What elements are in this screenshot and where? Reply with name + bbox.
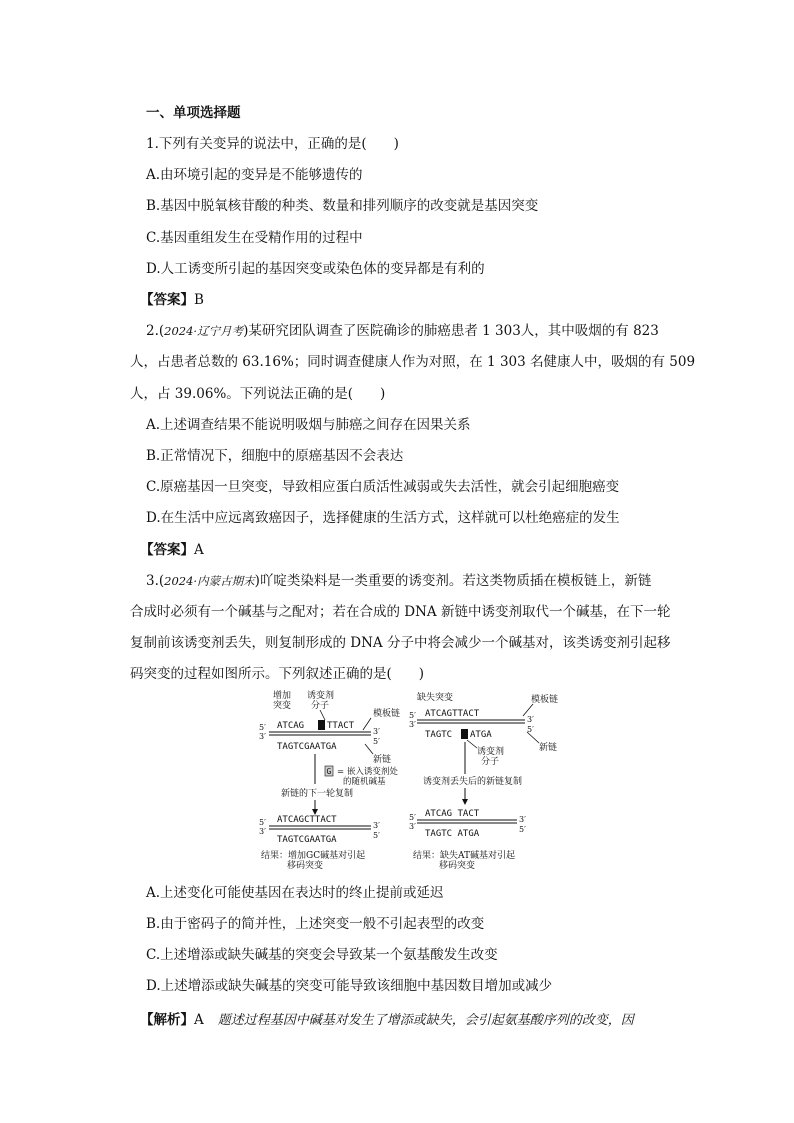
q1-stem: 1.下列有关变异的说法中，正确的是( ) <box>146 136 399 152</box>
left-new-pointer <box>365 744 373 754</box>
q2-option-a: A.上述调查结果不能说明吸烟与肺癌之间存在因果关系 <box>146 417 471 433</box>
right-template-label: 模板链 <box>531 695 559 705</box>
right-result-3prime-r: 3′ <box>519 815 526 824</box>
right-3prime-top: 3′ <box>409 720 416 729</box>
left-step-label: 新链的下一轮复制 <box>281 789 354 799</box>
right-arrow-2-head <box>462 799 468 805</box>
right-title: 缺失突变 <box>417 693 454 703</box>
q1-option-c: C.基因重组发生在受精作用的过程中 <box>146 230 363 246</box>
right-5prime-right: 5′ <box>527 725 534 734</box>
q3-analysis-label: 【解析】 <box>140 1012 194 1028</box>
frameshift-mutation-diagram <box>255 688 575 878</box>
right-new-label: 新链 <box>539 743 558 753</box>
q3-option-a: A.上述变化可能使基因在表达时的终止提前或延迟 <box>146 885 444 901</box>
q3-stem-text: )吖啶类染料是一类重要的诱变剂。若这类物质插在模板链上，新链 <box>254 573 652 589</box>
right-new-seq-a: TAGTC <box>425 730 453 740</box>
right-result-5prime: 5′ <box>409 813 416 822</box>
q3-option-c: C.上述增添或缺失碱基的突变会导致某一个氨基酸发生改变 <box>146 947 498 963</box>
right-result-5prime-r: 5′ <box>519 825 526 834</box>
q1-option-a: A.由环境引起的变异是不能够遗传的 <box>146 167 363 183</box>
q2-stem-line3: 人，占 39.06%。下列说法正确的是( ) <box>130 386 386 402</box>
left-agent-pointer <box>320 710 325 720</box>
q1-answer <box>140 290 204 310</box>
left-agent-block <box>318 720 325 730</box>
q3-number: 3.( <box>146 573 165 589</box>
q3-option-b: B.由于密码子的简并性，上述突变一般不引起表型的改变 <box>146 916 485 932</box>
right-step-label: 诱变剂丢失后的新链复制 <box>423 777 523 787</box>
left-result-3prime-r: 3′ <box>373 821 380 830</box>
right-5prime-top: 5′ <box>409 711 416 720</box>
left-5prime-right: 5′ <box>373 737 380 746</box>
q1-answer-value: B <box>194 292 204 308</box>
right-agent-block <box>461 729 468 739</box>
right-result-note-1: 结果：缺失AT碱基对引起 <box>413 851 516 861</box>
right-result-top-seq: ATCAG TACT <box>425 809 480 819</box>
left-template-pointer <box>363 718 371 730</box>
q1-answer-label: 【答案】 <box>140 292 194 308</box>
q2-stem-line2: 人，占患者总数的 63.16%；同时调查健康人作为对照，在 1 303 名健康人中，吸烟的有 509 <box>130 354 696 370</box>
q3-stem-line3: 复制前该诱变剂丢失，则复制形成的 DNA 分子中将会减少一个碱基对，该类诱变剂引起移 <box>130 635 671 651</box>
right-agent-2: 分子 <box>481 757 500 767</box>
q2-answer <box>140 540 204 560</box>
left-3prime-top: 3′ <box>259 732 266 741</box>
q2-answer-value: A <box>194 542 204 558</box>
left-result-5prime: 5′ <box>259 818 266 827</box>
q2-stem-line1 <box>146 321 659 341</box>
left-agent-2: 分子 <box>311 701 330 711</box>
left-result-note-1: 结果：增加GC碱基对引起 <box>261 851 366 861</box>
q2-source: 2024·辽宁月考 <box>164 324 244 338</box>
left-template-label: 模板链 <box>373 709 401 719</box>
left-new-seq: TAGTCGAATGA <box>277 742 337 752</box>
q2-answer-label: 【答案】 <box>140 542 194 558</box>
left-result-top-seq: ATCAGCTTACT <box>277 815 337 825</box>
left-g-note-2: 的随机碱基 <box>343 777 386 787</box>
right-result-3prime: 3′ <box>409 822 416 831</box>
q1-option-b: B.基因中脱氧核苷酸的种类、数量和排列顺序的改变就是基因突变 <box>146 198 539 214</box>
left-3prime-right: 3′ <box>373 727 380 736</box>
left-template-seq-a: ATCAG <box>277 721 305 731</box>
q2-option-d: D.在生活中应远离致癌因子，选择健康的生活方式，这样就可以杜绝癌症的发生 <box>146 510 620 526</box>
right-new-seq-b: ATGA <box>470 730 492 740</box>
q3-stem-line1 <box>146 571 651 591</box>
left-result-note-2: 移码突变 <box>287 861 324 871</box>
left-template-seq-b: TTACT <box>327 721 355 731</box>
right-result-note-2: 移码突变 <box>439 861 476 871</box>
section-title: 一、单项选择题 <box>146 105 241 121</box>
right-result-bottom-seq: TAGTC ATGA <box>425 829 480 839</box>
left-result-5prime-r: 5′ <box>373 831 380 840</box>
right-template-seq: ATCAGTTACT <box>425 709 480 719</box>
q3-stem-line2: 合成时必须有一个碱基与之配对；若在合成的 DNA 新链中诱变剂取代一个碱基，在下一轮 <box>130 604 671 620</box>
left-result-bottom-seq: TAGTCGAATGA <box>277 835 337 845</box>
q3-source: 2024·内蒙古期末 <box>164 574 255 588</box>
q2-stem-text: )某研究团队调查了医院确诊的肺癌患者 1 303人，其中吸烟的有 823 <box>243 323 659 339</box>
q3-analysis <box>140 1010 634 1031</box>
right-agent-1: 诱变剂 <box>477 747 505 757</box>
left-g-letter: G <box>326 767 332 776</box>
left-agent-1: 诱变剂 <box>307 691 335 701</box>
left-title-2: 突变 <box>273 701 292 711</box>
q1-option-d: D.人工诱变所引起的基因突变或染色体的变异都是有利的 <box>146 261 485 277</box>
left-g-note-1: = 嵌入诱变剂处 <box>337 767 398 777</box>
q3-stem-line4: 码突变的过程如图所示。下列叙述正确的是( ) <box>130 666 425 682</box>
left-title-1: 增加 <box>273 691 292 701</box>
q3-analysis-text: 题述过程基因中碱基对发生了增添或缺失，会引起氨基酸序列的改变，因 <box>217 1013 634 1028</box>
q3-analysis-answer: A <box>194 1012 204 1028</box>
q2-option-b: B.正常情况下，细胞中的原癌基因不会表达 <box>146 448 404 464</box>
right-agent-pointer <box>467 740 477 748</box>
left-new-label: 新链 <box>373 755 392 765</box>
q2-option-c: C.原癌基因一旦突变，导致相应蛋白质活性减弱或失去活性，就会引起细胞癌变 <box>146 479 620 495</box>
right-3prime-right: 3′ <box>527 715 534 724</box>
q3-option-d: D.上述增添或缺失碱基的突变可能导致该细胞中基因数目增加或减少 <box>146 978 553 994</box>
left-result-3prime: 3′ <box>259 827 266 836</box>
q2-number: 2.( <box>146 323 165 339</box>
left-5prime-top: 5′ <box>259 723 266 732</box>
